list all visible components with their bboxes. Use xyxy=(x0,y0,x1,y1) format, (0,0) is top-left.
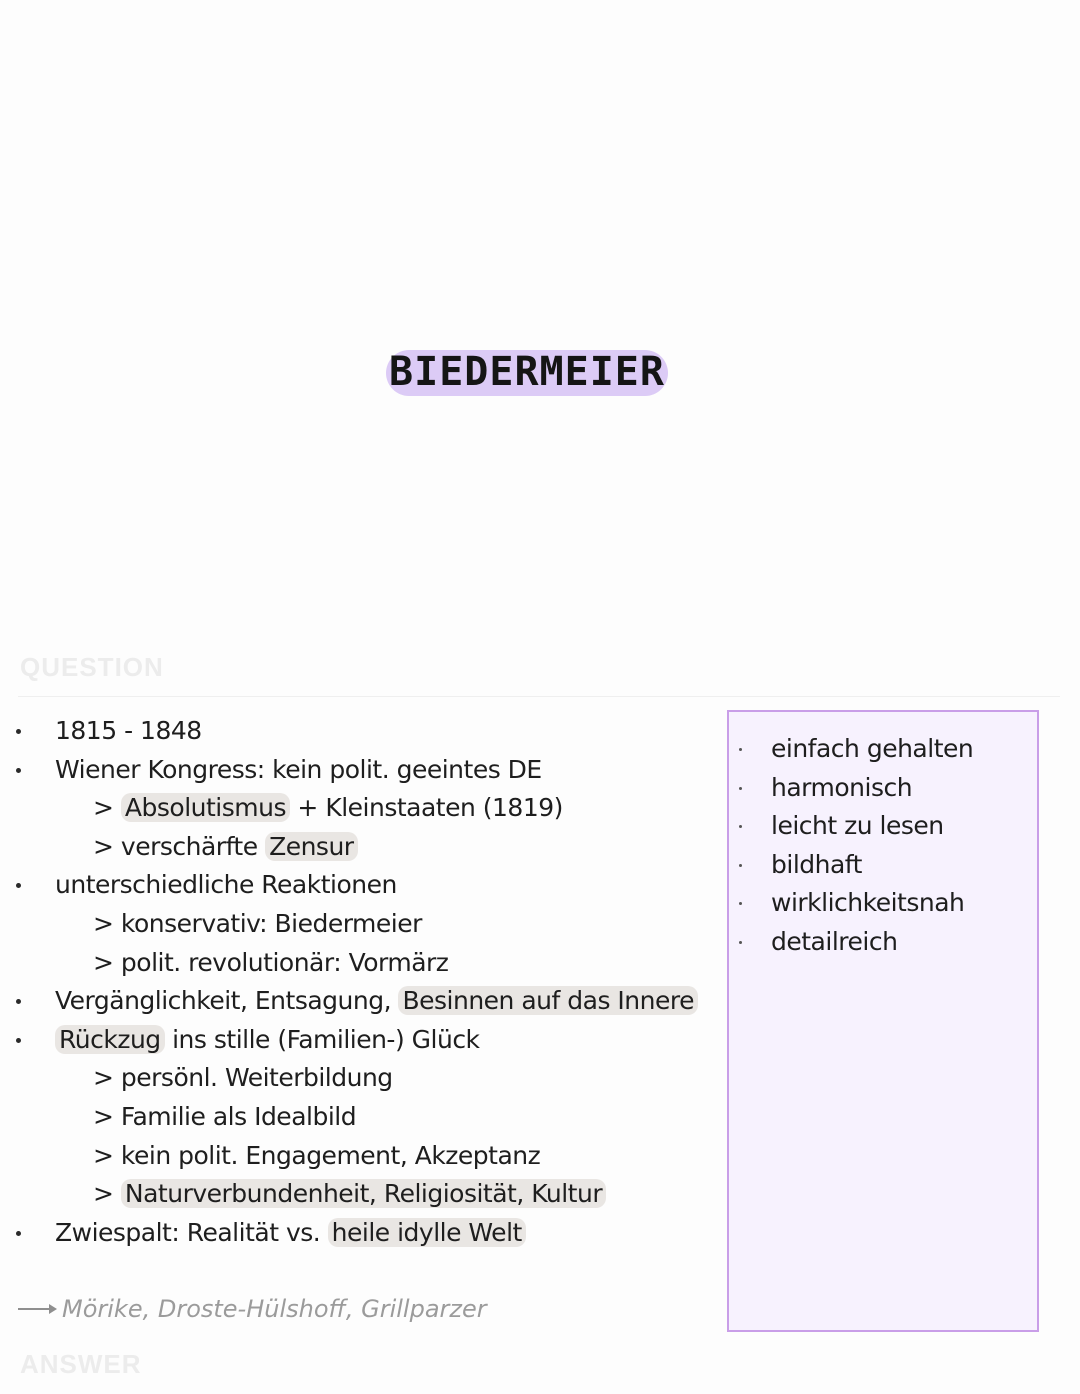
list-item-text: harmonisch xyxy=(771,772,913,802)
list-item xyxy=(729,807,973,846)
note-text: Familie als Idealbild xyxy=(120,1101,357,1131)
note-text: 1815 - 1848 xyxy=(55,716,202,745)
characteristics-list xyxy=(729,730,973,962)
note-subline xyxy=(0,1098,700,1137)
note-text: unterschiedliche Reaktionen xyxy=(55,870,397,900)
bullet-dot-icon xyxy=(16,1038,21,1043)
authors-line xyxy=(18,1295,487,1323)
note-text: kein polit. Engagement, Akzeptanz xyxy=(120,1140,541,1170)
sub-marker: > xyxy=(93,1140,114,1170)
bullet-dot-icon xyxy=(739,825,742,828)
note-subline xyxy=(0,828,700,867)
note-text: verschärfte xyxy=(120,831,266,861)
bullet-dot-icon xyxy=(739,902,742,905)
note-subline xyxy=(0,789,700,828)
list-item xyxy=(729,884,973,923)
list-item xyxy=(729,923,973,962)
answer-label: ANSWER xyxy=(20,1349,142,1379)
page-title: BIEDERMEIER xyxy=(389,349,665,395)
sub-marker: > xyxy=(93,793,114,823)
list-item xyxy=(729,730,973,769)
sub-marker: > xyxy=(93,947,114,977)
list-item-text: detailreich xyxy=(771,926,898,956)
divider xyxy=(18,696,1060,697)
highlighted-text: Absolutismus xyxy=(121,793,290,822)
highlighted-text: Naturverbundenheit, Religiosität, Kultur xyxy=(121,1179,606,1208)
list-item-text: einfach gehalten xyxy=(771,734,974,763)
bullet-dot-icon xyxy=(16,883,21,888)
title-block xyxy=(386,346,668,398)
bullet-dot-icon xyxy=(739,864,742,867)
sub-marker: > xyxy=(93,908,114,938)
list-item xyxy=(729,846,973,885)
bullet-dot-icon xyxy=(16,999,21,1004)
bullet-dot-icon xyxy=(16,729,21,734)
notes-list xyxy=(0,712,700,1252)
bullet-dot-icon xyxy=(16,768,21,773)
list-item-text: wirklichkeitsnah xyxy=(771,888,965,918)
sub-marker: > xyxy=(93,831,114,861)
authors-text: Mörike, Droste-Hülshoff, Grillparzer xyxy=(62,1295,487,1323)
characteristics-box xyxy=(727,710,1039,1332)
note-subline xyxy=(0,1175,700,1214)
highlighted-text: Rückzug xyxy=(55,1025,165,1054)
note-line xyxy=(0,712,700,751)
highlighted-text: heile idylle Welt xyxy=(328,1218,526,1247)
bullet-dot-icon xyxy=(739,941,742,944)
list-item-text: leicht zu lesen xyxy=(771,811,944,841)
note-text: persönl. Weiterbildung xyxy=(120,1063,393,1093)
note-text: konservativ: Biedermeier xyxy=(120,908,422,938)
sub-marker: > xyxy=(93,1101,114,1131)
note-text: Zwiespalt: Realität vs. xyxy=(55,1217,328,1247)
note-line xyxy=(0,866,700,905)
arrow-right-icon xyxy=(18,1303,58,1315)
list-item xyxy=(729,769,973,808)
sub-marker: > xyxy=(93,1063,114,1093)
sub-marker: > xyxy=(93,1179,114,1209)
note-line xyxy=(0,751,700,790)
note-subline xyxy=(0,1137,700,1176)
note-subline xyxy=(0,944,700,983)
bullet-dot-icon xyxy=(16,1231,21,1236)
note-line xyxy=(0,1021,700,1060)
note-line xyxy=(0,982,700,1021)
note-text: Vergänglichkeit, Entsagung, xyxy=(55,986,399,1016)
note-subline xyxy=(0,905,700,944)
note-text: Wiener Kongress: kein polit. geeintes DE xyxy=(55,754,542,784)
note-text: ins stille (Familien-) Glück xyxy=(164,1024,480,1054)
note-line xyxy=(0,1214,700,1253)
list-item-text: bildhaft xyxy=(771,849,862,879)
note-subline xyxy=(0,1059,700,1098)
note-text: polit. revolutionär: Vormärz xyxy=(120,947,449,977)
bullet-dot-icon xyxy=(739,787,742,790)
question-label: QUESTION xyxy=(20,652,164,682)
note-text: + Kleinstaaten (1819) xyxy=(289,793,563,823)
bullet-dot-icon xyxy=(739,748,742,751)
highlighted-text: Zensur xyxy=(265,832,358,861)
highlighted-text: Besinnen auf das Innere xyxy=(398,986,698,1015)
